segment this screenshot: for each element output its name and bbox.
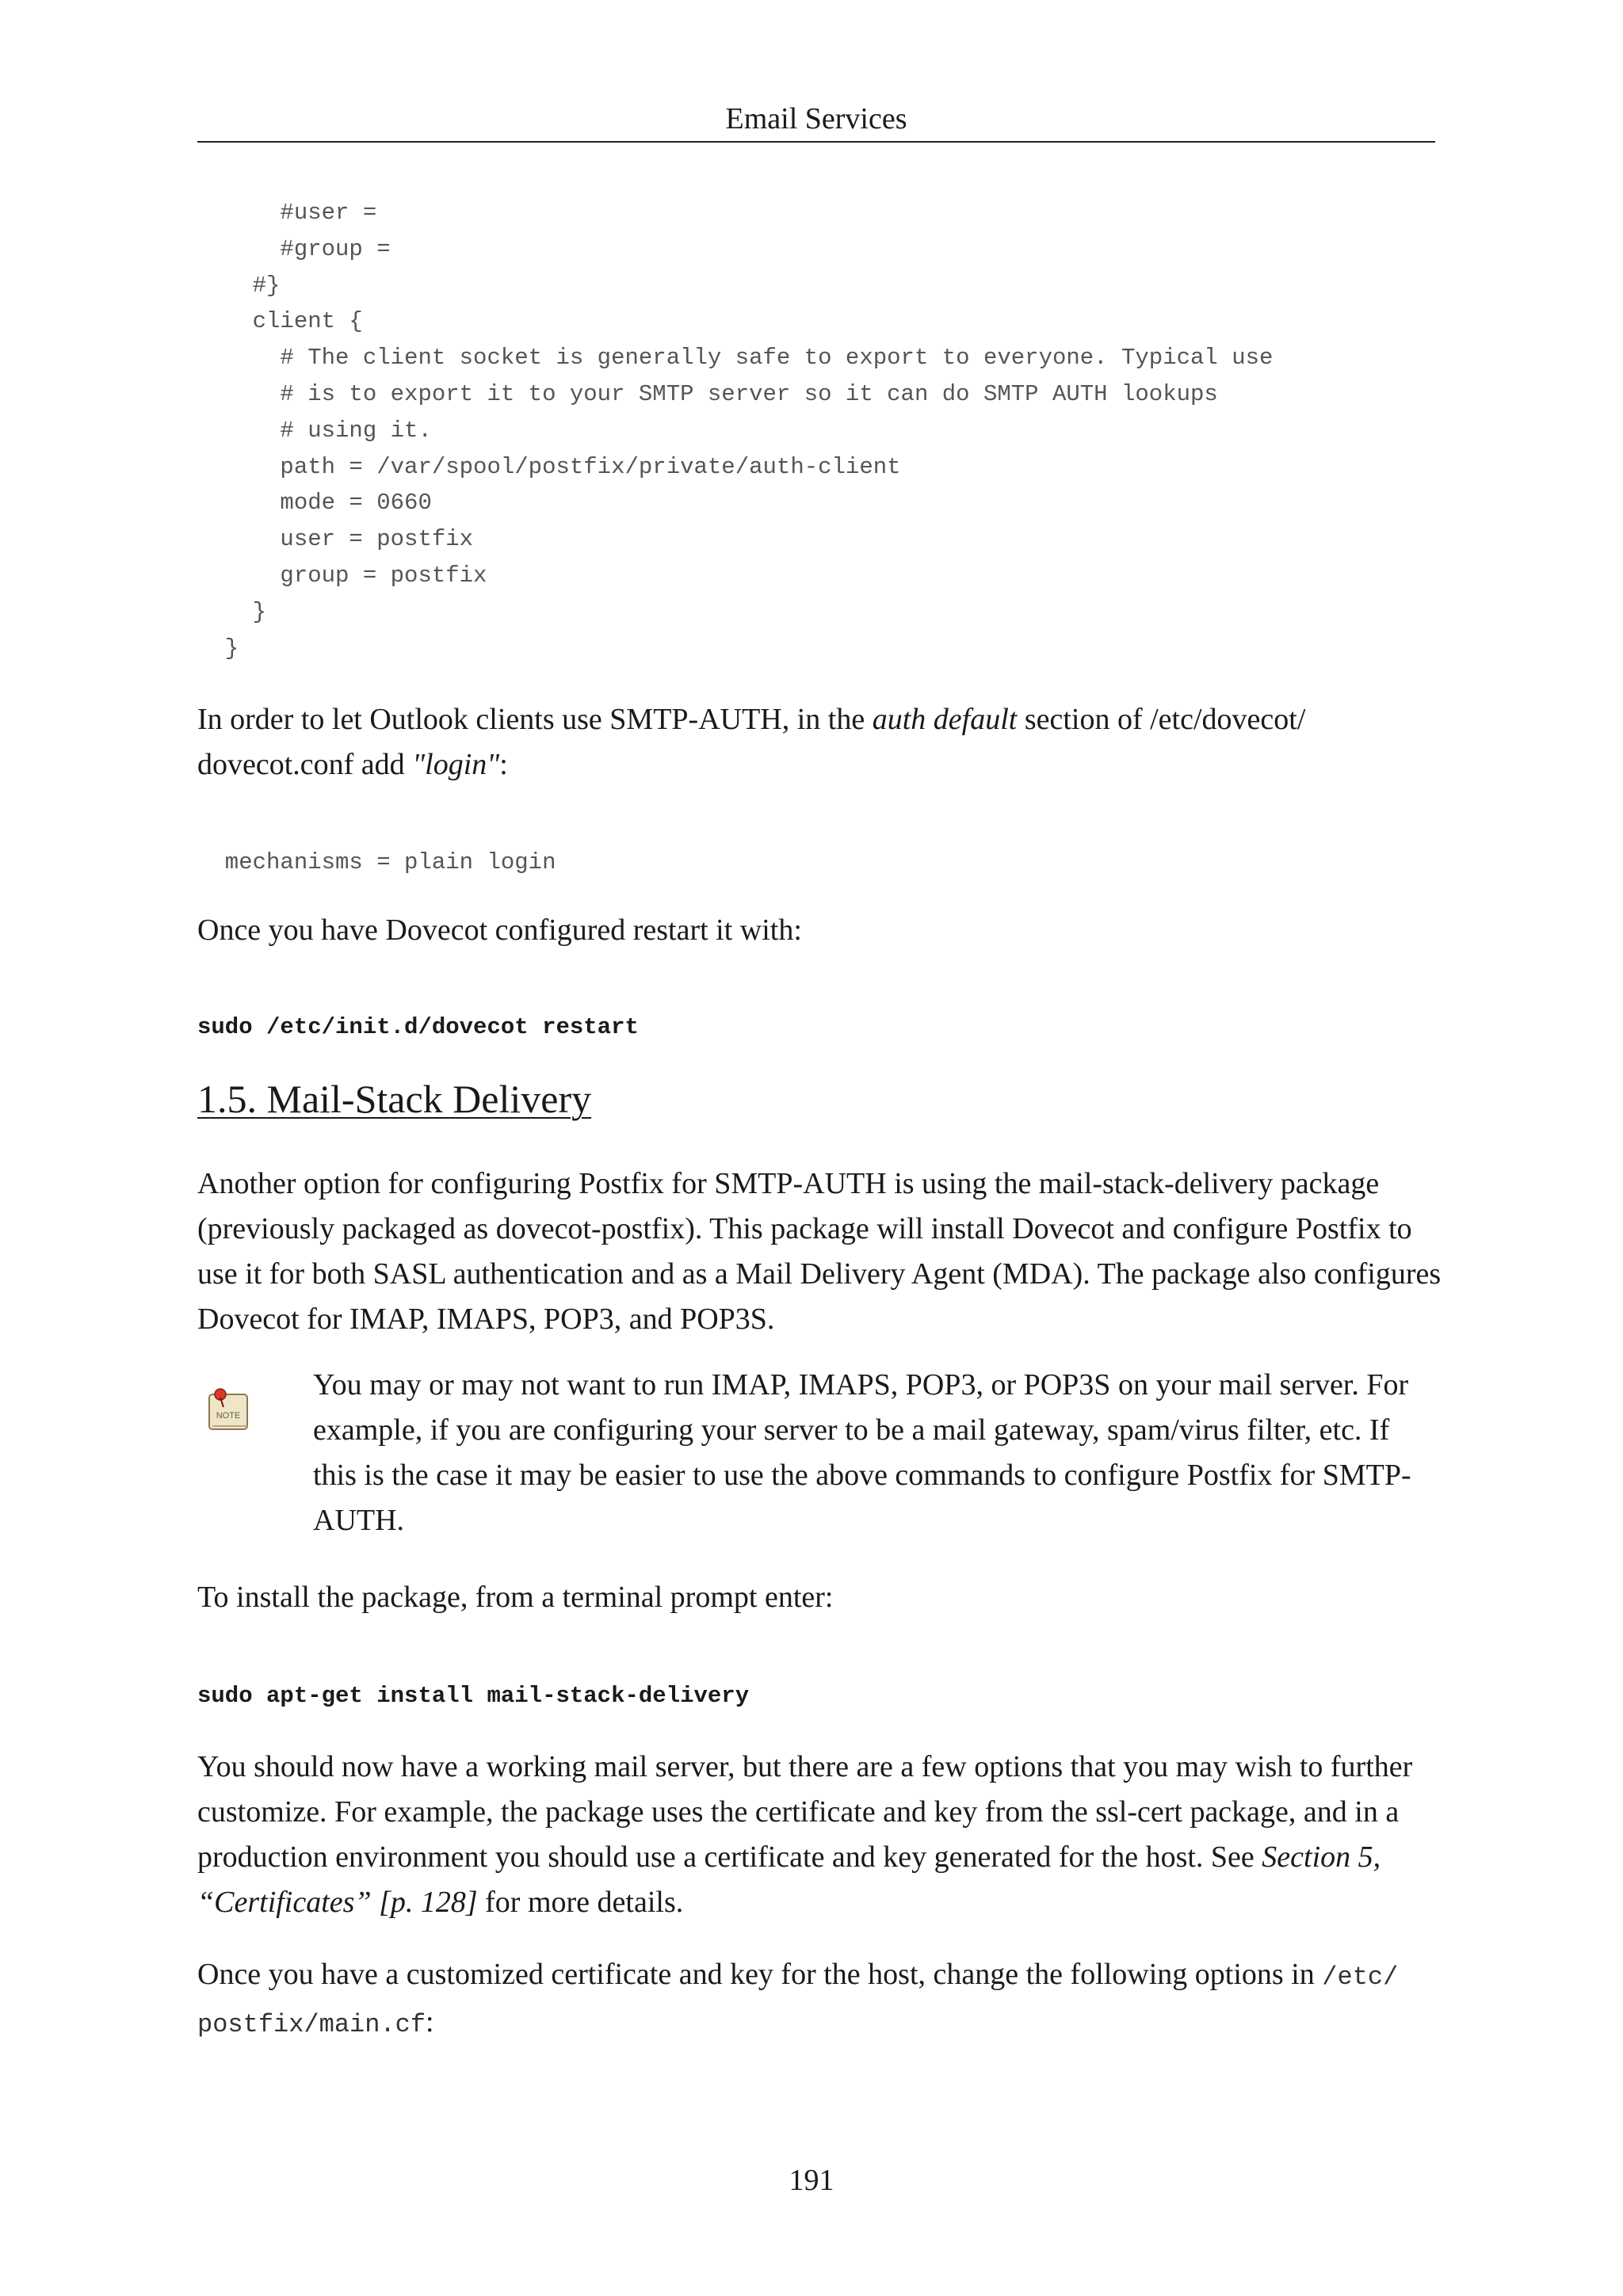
install-command: sudo apt-get install mail-stack-delivery (197, 1683, 750, 1709)
paragraph-install-intro: To install the package, from a terminal prompt enter: (197, 1581, 834, 1614)
emphasis-login: "login" (412, 748, 500, 781)
paragraph-change-options (197, 1952, 1442, 2047)
restart-command: sudo /etc/init.d/dovecot restart (197, 1014, 639, 1040)
text: In order to let Outlook clients use SMTP-AUTH, in the (197, 703, 873, 736)
text: You should now have a working mail server, but there are a few options that you may wish to further customize. For example, the package uses the certificate and key from the ssl-cert package, and in a production environment you should use a certificate and key generated for the host. See (197, 1750, 1413, 1874)
paragraph-outlook-smtp-auth (197, 697, 1442, 788)
note-icon (204, 1386, 254, 1436)
paragraph-restart-intro: Once you have Dovecot configured restart it with: (197, 913, 802, 947)
text: Once you have a customized certificate and key for the host, change the following options in (197, 1958, 1323, 1991)
note-admonition (204, 1363, 1441, 1553)
paragraph-working-mail-server (197, 1745, 1442, 1925)
text: : (499, 748, 508, 781)
text: : (426, 2005, 434, 2039)
emphasis-auth-default: auth default (872, 703, 1018, 736)
paragraph-mail-stack-intro: Another option for configuring Postfix for SMTP-AUTH is using the mail-stack-delivery package (previously packaged as dovecot-postfix). This package will install Dovecot and configure Postfix to use it for both SASL authentication and as a Mail Delivery Agent (MDA). The package also configures Dovecot for IMAP, IMAPS, POP3, and POP3S. (197, 1167, 1442, 1336)
file-path: /etc/ postfix/main.cf (197, 1962, 1399, 2039)
mechanisms-code-block: mechanisms = plain login (197, 849, 556, 875)
note-text: You may or may not want to run IMAP, IMAPS, POP3, or POP3S on your mail server. For example, if you are configuring your server to be a mail gateway, spam/virus filter, etc. If this is the case it may be easier to use the above commands to configure Postfix for SMTP-AUTH. (313, 1368, 1411, 1537)
cross-reference-link[interactable]: Section 5, “Certificates” [p. 128] (197, 1840, 1381, 1919)
page-number: 191 (789, 2164, 834, 2197)
text: for more details. (477, 1886, 684, 1919)
text: section of /etc/dovecot/ dovecot.conf add (197, 703, 1306, 781)
note-icon-label: NOTE (216, 1411, 241, 1421)
config-code-block: #user = #group = #} client { # The client socket is generally safe to export to everyone. Typical use # is to export it to your SMTP server so it can do SMTP AUTH lookups # using it. path = /var/spool/postfix/private/auth-client mode = 0660 user = postfix group = postfix } } (224, 200, 1274, 662)
running-header: Email Services (197, 98, 1435, 143)
section-heading: 1.5. Mail-Stack Delivery (197, 1077, 592, 1121)
